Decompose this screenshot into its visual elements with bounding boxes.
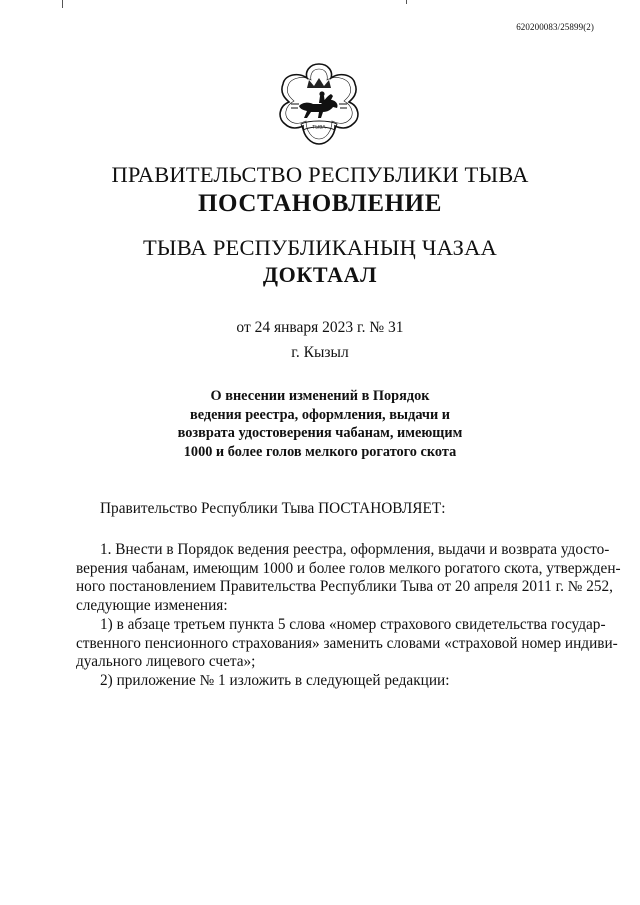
government-title-tuv: ТЫВА РЕСПУБЛИКАНЫҢ ЧАЗАА bbox=[142, 235, 498, 260]
decree-title-tuv: ДОКТААЛ bbox=[262, 262, 378, 287]
body-line: ного постановлением Правительства Республики Тыва от 20 апреля 2011 г. № 252, bbox=[76, 578, 613, 596]
emblem-caption: ТЫВА bbox=[312, 125, 326, 131]
resolves-paragraph bbox=[100, 500, 580, 519]
body-line: 1) в абзаце третьем пункта 5 слова «номер страхового свидетельства государ- bbox=[100, 616, 606, 633]
decree-city: г. Кызыл bbox=[291, 344, 349, 361]
subject-line: возврата удостоверения чабанам, имеющим bbox=[177, 425, 463, 441]
body-line: следующие изменения: bbox=[76, 596, 228, 614]
resolves-text: Правительство Республики Тыва ПОСТАНОВЛЯЕТ: bbox=[100, 500, 446, 517]
body-line: 2) приложение № 1 изложить в следующей редакции: bbox=[100, 672, 450, 689]
decree-subject bbox=[0, 387, 640, 461]
subject-line: ведения реестра, оформления, выдачи и bbox=[189, 406, 451, 423]
body-line: дуального лицевого счета»; bbox=[76, 653, 256, 671]
tuva-coat-of-arms-icon bbox=[269, 60, 369, 148]
item-1-paragraph bbox=[76, 541, 621, 615]
subitem-1-paragraph bbox=[76, 616, 618, 672]
subitem-2-paragraph bbox=[76, 672, 580, 691]
subject-line: 1000 и более голов мелкого рогатого скота bbox=[183, 443, 457, 460]
body-line: 1. Внести в Порядок ведения реестра, оформления, выдачи и возврата удосто- bbox=[100, 541, 610, 558]
body-line: ственного пенсионного страхования» заменить словами «страховой номер индиви- bbox=[76, 634, 618, 652]
body-line: верения чабанам, имеющим 1000 и более голов мелкого рогатого скота, утвержден- bbox=[76, 559, 621, 577]
scan-mark-left bbox=[62, 0, 63, 8]
decree-date-number: от 24 января 2023 г. № 31 bbox=[236, 319, 404, 336]
government-title-ru: ПРАВИТЕЛЬСТВО РЕСПУБЛИКИ ТЫВА bbox=[111, 162, 529, 187]
scan-mark-right bbox=[406, 0, 407, 4]
document-id: 620200083/25899(2) bbox=[516, 22, 594, 32]
decree-title-ru: ПОСТАНОВЛЕНИЕ bbox=[197, 190, 443, 217]
subject-line: О внесении изменений в Порядок bbox=[210, 388, 430, 404]
